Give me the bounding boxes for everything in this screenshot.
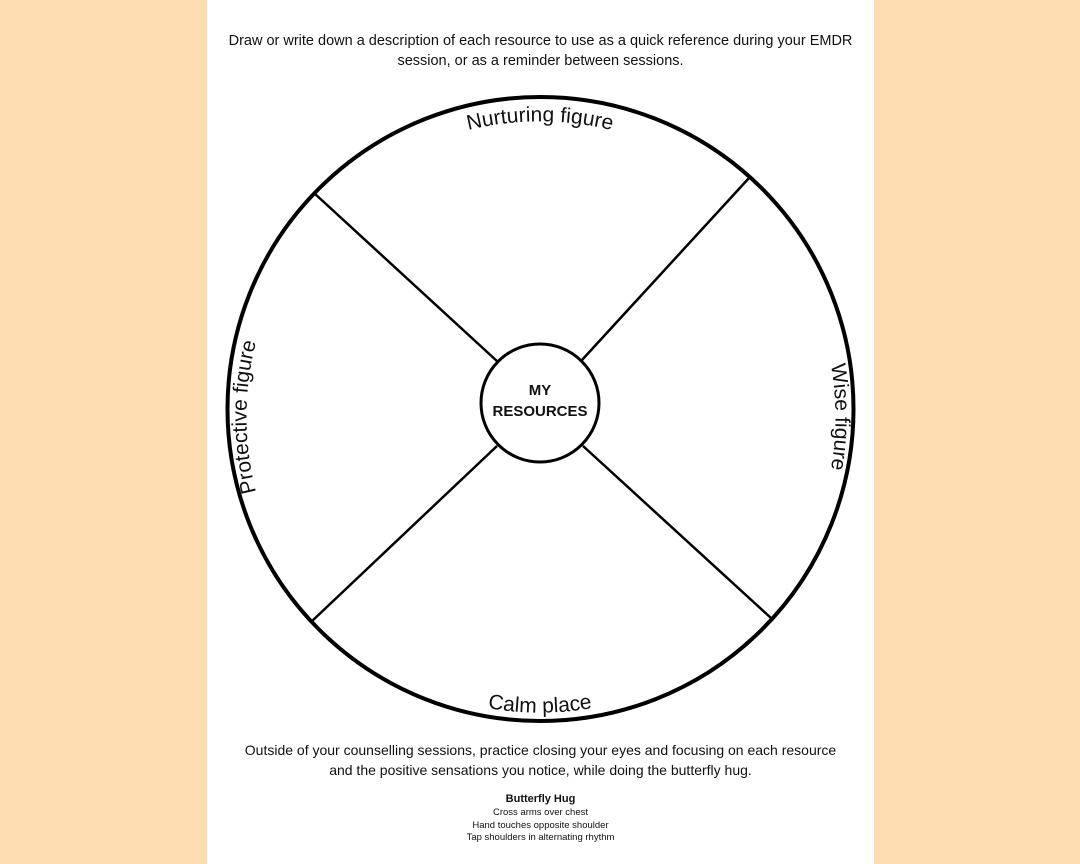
resource-wheel <box>207 0 874 864</box>
section-label-right <box>826 362 853 472</box>
butterfly-hug-box <box>207 791 874 845</box>
outro-line-1: Outside of your counselling sessions, practice closing your eyes and focusing on each resource <box>244 742 837 758</box>
section-label-left-text: Protective figure <box>228 337 261 497</box>
section-label-right-text: Wise figure <box>826 362 854 473</box>
butterfly-hug-step: Hand touches opposite shoulder <box>472 819 609 831</box>
center-label-line-2: RESOURCES <box>492 403 588 420</box>
worksheet-page <box>207 0 874 864</box>
divider-top-left <box>314 193 498 362</box>
intro-line-1: Draw or write down a description of each resource to use as a quick reference during your EMDR <box>228 33 853 49</box>
section-label-top-text: Nurturing figure <box>464 103 616 135</box>
outro-text <box>207 740 874 780</box>
divider-bottom-right <box>583 446 771 618</box>
center-label-line-1: MY <box>528 382 552 399</box>
intro-line-2: session, or as a reminder between sessions. <box>397 53 684 69</box>
butterfly-hug-step: Tap shoulders in alternating rhythm <box>466 832 615 843</box>
section-label-bottom-text: Calm place <box>486 690 594 718</box>
butterfly-hug-title: Butterfly Hug <box>505 793 576 805</box>
outro-line-2: and the positive sensations you notice, while doing the butterfly hug. <box>329 762 752 778</box>
section-label-top <box>464 103 615 135</box>
divider-bottom-left <box>311 446 497 622</box>
divider-top-right <box>582 178 749 360</box>
section-label-bottom <box>487 690 593 717</box>
butterfly-hug-step: Cross arms over chest <box>492 807 589 818</box>
